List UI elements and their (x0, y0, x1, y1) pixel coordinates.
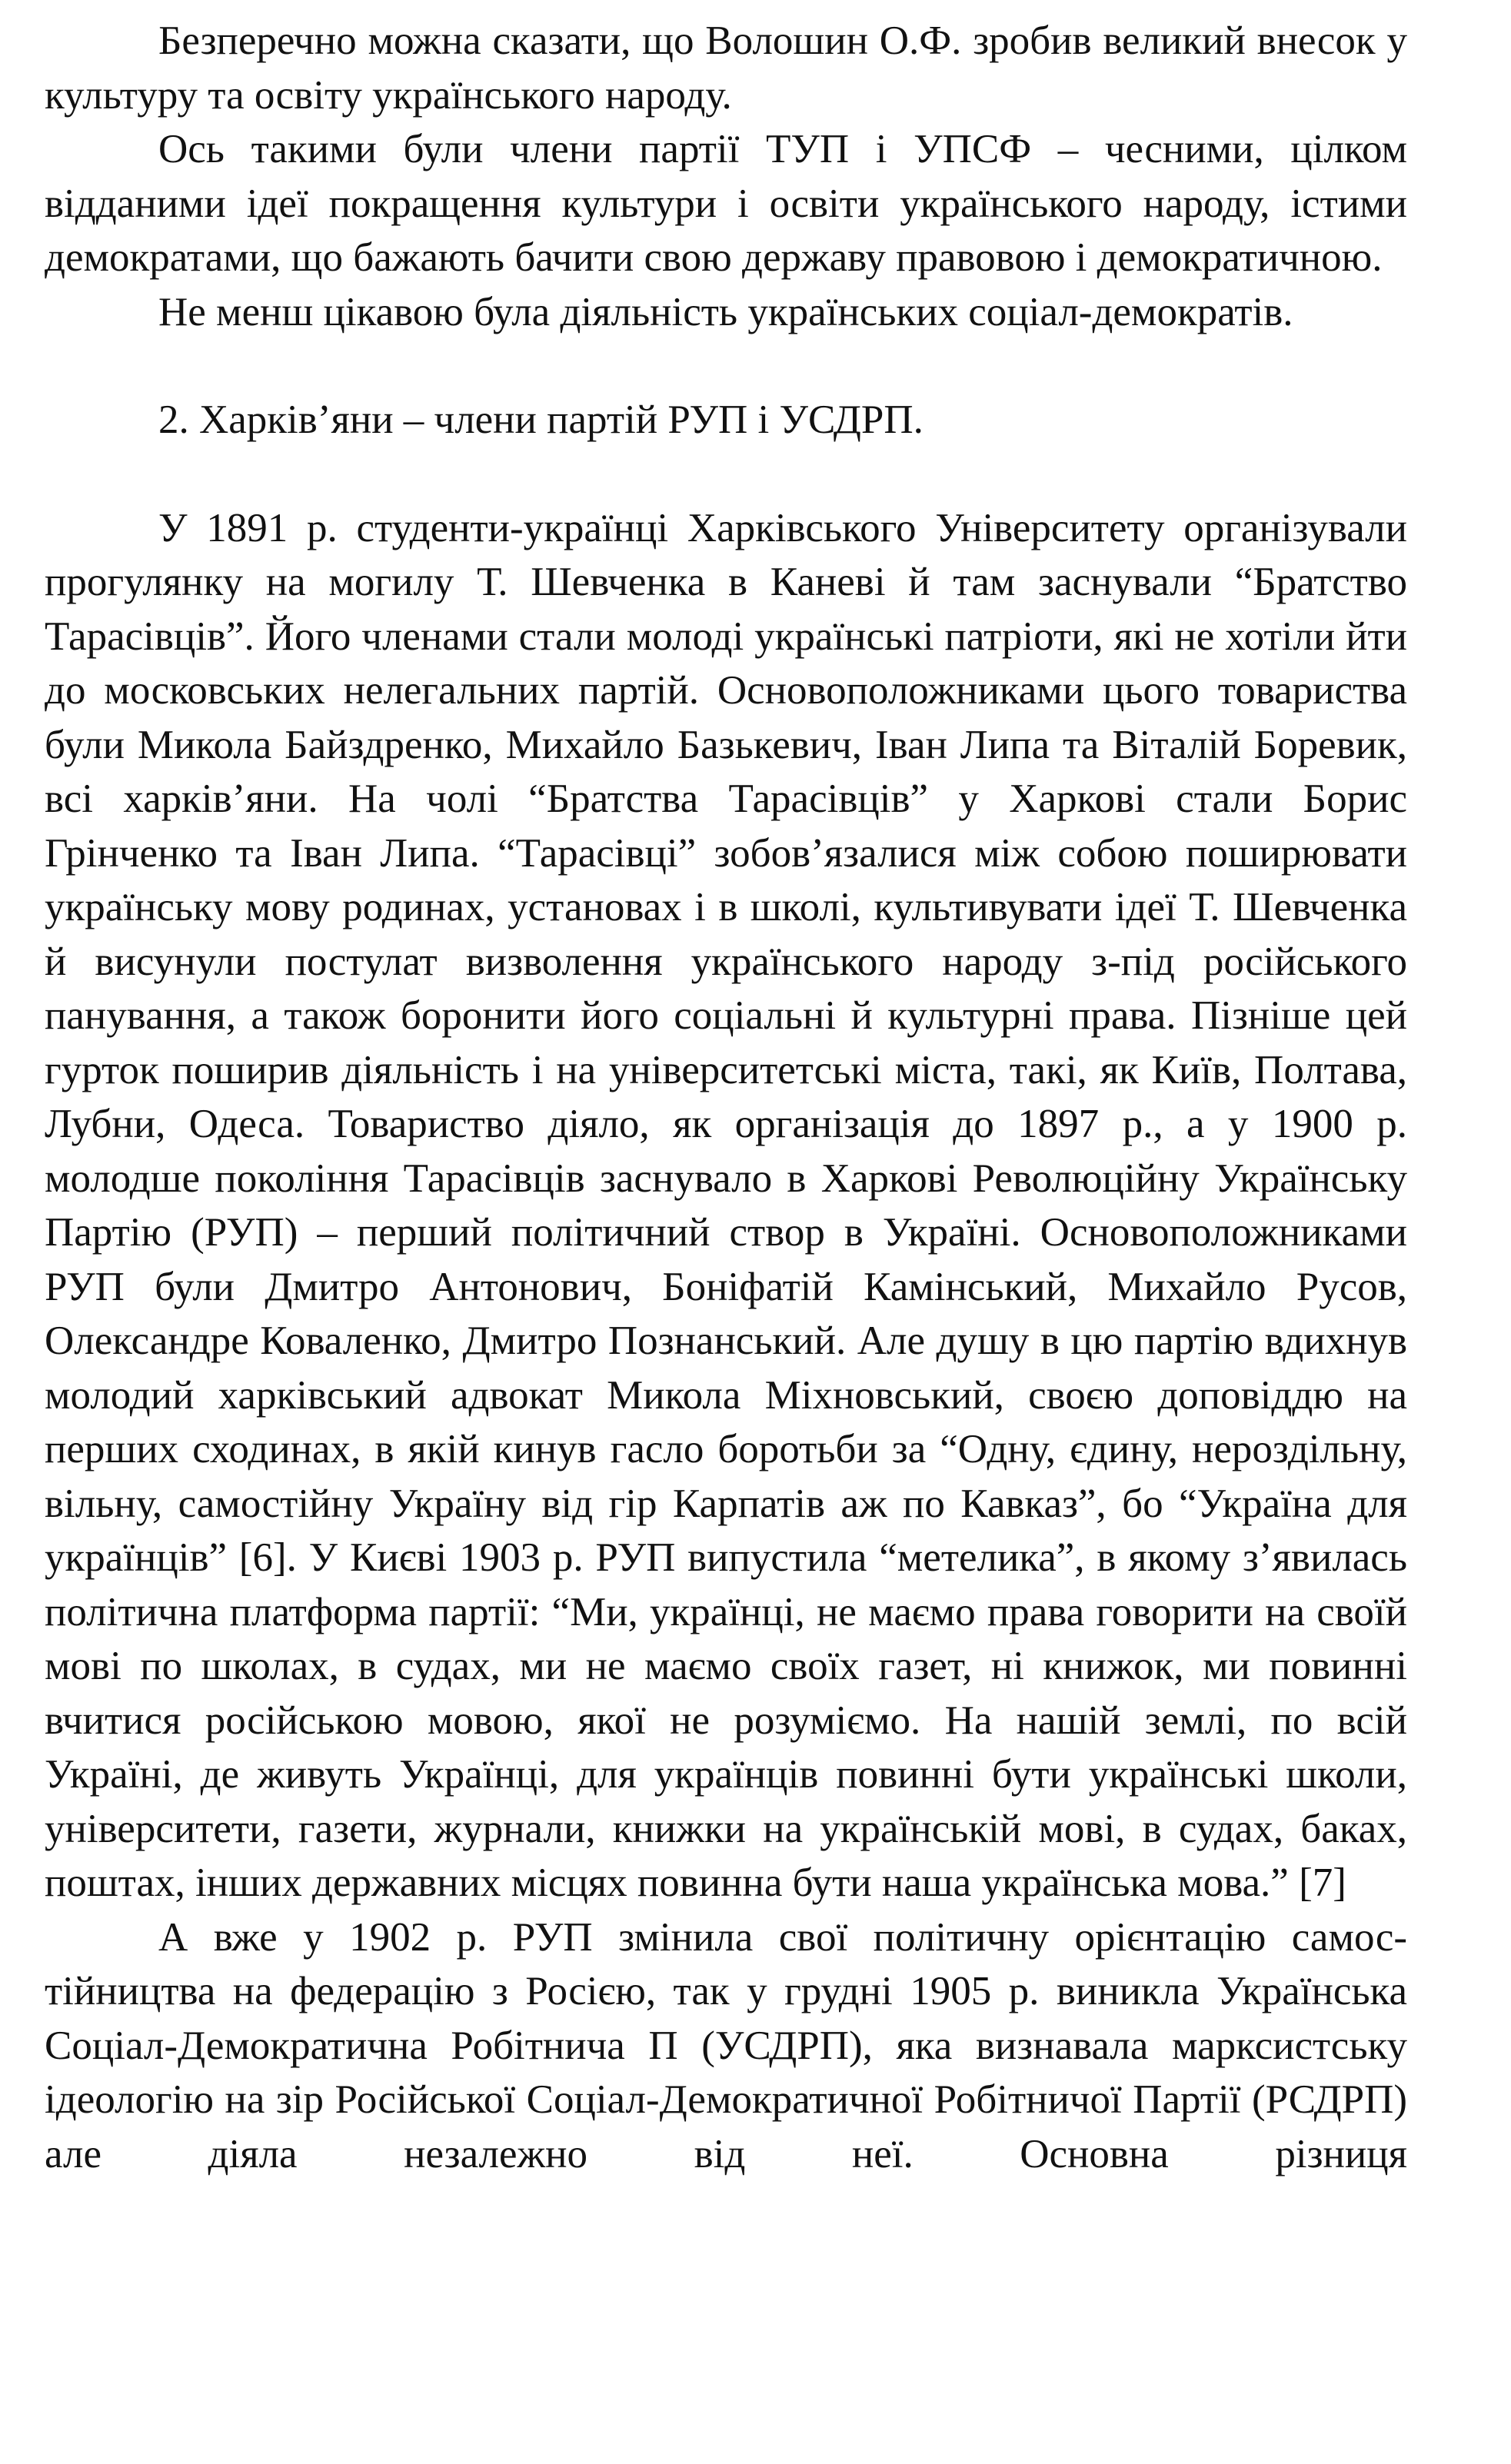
document-page (45, 14, 1407, 2181)
paragraph-voloshin-contribution: Безперечно можна сказати, що Волошин О.Ф. зробив великий внесок у культуру та освіту українського народу. (45, 18, 1407, 118)
paragraph-rup-usdrp: А вже у 1902 р. РУП змінила свої політичну орієнтацію самостійництва на федерацію з Росією, так у грудні 1905 р. виникла Українська Соціал-Демократична Робітнича П (УСДРП), яка визнавала марксистську ідеологію на зір Російської Соціал-Демократичної Робітничої Партії (РСДРП) але діяла незалежно від неї. Основна різниця (45, 1914, 1407, 2176)
paragraph-social-democrats-intro: Не менш цікавою була діяльність українських соціал-демократів. (158, 289, 1293, 334)
paragraph-tup-upsf-members: Ось такими були члени партії ТУП і УПСФ – чесними, цілком відданими ідеї покращення культури і освіти українського народу, істими демократами, що бажають бачити свою державу правовою і демократичною. (45, 127, 1407, 280)
paragraph-brotherhood-tarasivtsi: У 1891 р. студенти-українці Харківського Університету організували прогулянку на могилу Т. Шевченка в Каневі й там заснували “Братство Тарасівців”. Його членами стали молоді українські патріоти, які не хотіли йти до московських нелегальних партій. Основоположниками цього товариства були Микола Байздренко, Михайло Базькевич, Іван Липа та Віталій Боревик, всі харків’яни. На чолі “Братства Тарасівців” у Харкові стали Борис Грінченко та Іван Липа. “Тарасівці” зобов’язалися між собою поширювати українську мову родинах, установах і в школі, культивувати ідеї Т. Шевченка й висунули постулат визволення українського народу з-під російського панування, а також боронити його соціальні й культурні права. Пізніше цей гурток поширив діяльність і на університетські міста, такі, як Київ, Полтава, Лубни, Одеса. Товариство діяло, як організація до 1897 р., а у 1900 р. молодше покоління Тарасівців заснувало в Харкові Революційну Українську Партію (РУП) – перший політичний створ в Україні. Основоположниками РУП були Дмитро Антонович, Боніфатій Камінський, Михайло Русов, Олександре Коваленко, Дмитро Познанський. Але душу в цю партію вдихнув молодий харківський адвокат Микола Міхновський, своєю доповіддю на перших сходинах, в якій кинув гасло боротьби за “Одну, єдину, нероздільну, вільну, самостійну Україну від гір Карпатів аж по Кавказ”, бо “Україна для українців” [6]. У Києві 1903 р. РУП випустила “метелика”, в якому з’явилась політична платформа партії: “Ми, українці, не маємо права говорити на своїй мові по школах, в судах, ми не маємо своїх газет, ні книжок, ми повинні вчитися російською мовою, якої не розуміємо. На нашій землі, по всій Україні, де живуть Українці, для українців повинні бути українські школи, університети, газети, журнали, книжки на українській мові, в судах, баках, поштах, інших державних місцях повинна бути наша українська мова.” [7] (45, 505, 1407, 1905)
section-heading: 2. Харків’яни – члени партій РУП і УСДРП. (158, 397, 924, 442)
